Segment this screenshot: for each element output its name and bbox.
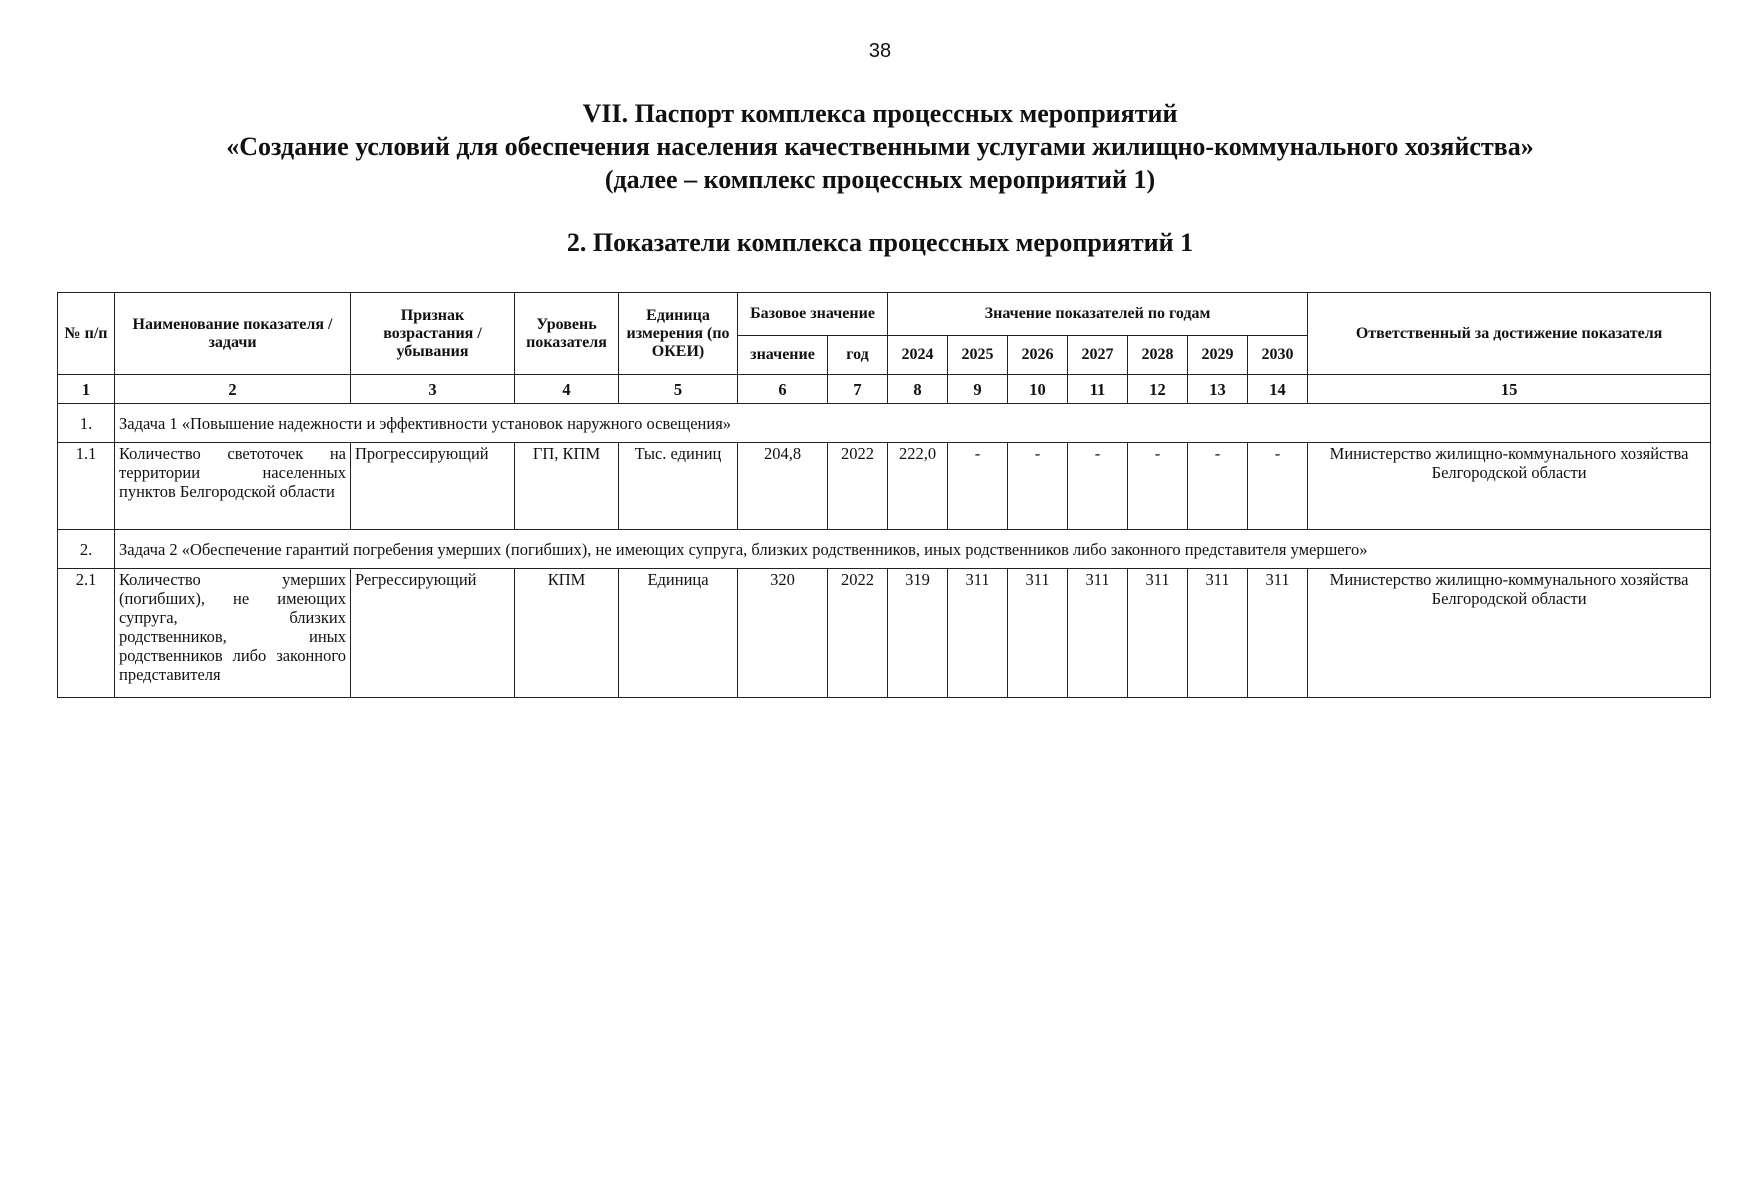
- table-row: [58, 443, 1711, 530]
- task-row: [58, 404, 1711, 443]
- column-number: 14: [1248, 375, 1308, 404]
- header-unit: Единица измерения (по ОКЕИ): [619, 293, 738, 375]
- section-subtitle: 2. Показатели комплекса процессных мероприятий 1: [566, 228, 1194, 257]
- page-number: 38: [868, 40, 892, 62]
- title-line-2: «Создание условий для обеспечения населения качественными услугами жилищно-коммунального хозяйства»: [226, 132, 1534, 161]
- column-number: 10: [1008, 375, 1068, 404]
- column-number: 15: [1308, 375, 1711, 404]
- title-line-3: (далее – комплекс процессных мероприятий 1): [604, 165, 1156, 194]
- row-base-year: 2022: [828, 443, 888, 530]
- column-number: 13: [1188, 375, 1248, 404]
- header-year: 2025: [948, 336, 1008, 375]
- header-base-value: значение: [738, 336, 828, 375]
- task-title: Задача 2 «Обеспечение гарантий погребения умерших (погибших), не имеющих супруга, близких родственников, иных родственников либо законного представителя умершего»: [115, 530, 1711, 569]
- column-number: 7: [828, 375, 888, 404]
- row-unit: Тыс. единиц: [619, 443, 738, 530]
- column-number: 1: [58, 375, 115, 404]
- title-line-1: VII. Паспорт комплекса процессных мероприятий: [582, 99, 1178, 128]
- column-number: 12: [1128, 375, 1188, 404]
- row-year-value: -: [1248, 443, 1308, 530]
- header-base: Базовое значение: [738, 293, 888, 336]
- row-year-value: -: [1188, 443, 1248, 530]
- row-year-value: -: [948, 443, 1008, 530]
- row-level: ГП, КПМ: [515, 443, 619, 530]
- row-responsible: Министерство жилищно-коммунального хозяйства Белгородской области: [1308, 569, 1711, 698]
- column-number: 4: [515, 375, 619, 404]
- column-number: 11: [1068, 375, 1128, 404]
- header-sign: Признак возрастания / убывания: [351, 293, 515, 375]
- header-num: № п/п: [58, 293, 115, 375]
- row-year-value: 319: [888, 569, 948, 698]
- column-number: 2: [115, 375, 351, 404]
- header-year: 2027: [1068, 336, 1128, 375]
- row-responsible: Министерство жилищно-коммунального хозяйства Белгородской области: [1308, 443, 1711, 530]
- task-num: 1.: [58, 404, 115, 443]
- row-year-value: 311: [1008, 569, 1068, 698]
- row-year-value: 311: [948, 569, 1008, 698]
- row-year-value: 222,0: [888, 443, 948, 530]
- header-year: 2030: [1248, 336, 1308, 375]
- indicators-table: [57, 292, 1711, 698]
- task-num: 2.: [58, 530, 115, 569]
- document-title: [0, 97, 1760, 196]
- header-year: 2028: [1128, 336, 1188, 375]
- row-num: 1.1: [58, 443, 115, 530]
- header-year: 2029: [1188, 336, 1248, 375]
- row-year-value: 311: [1068, 569, 1128, 698]
- header-year: 2026: [1008, 336, 1068, 375]
- row-name: Количество умерших (погибших), не имеющих супруга, близких родственников, иных родственников либо законного представителя: [115, 569, 351, 698]
- column-number: 8: [888, 375, 948, 404]
- row-base-value: 320: [738, 569, 828, 698]
- table-row: [58, 569, 1711, 698]
- header-base-year: год: [828, 336, 888, 375]
- row-name: Количество светоточек на территории населенных пунктов Белгородской области: [115, 443, 351, 530]
- row-base-year: 2022: [828, 569, 888, 698]
- row-level: КПМ: [515, 569, 619, 698]
- header-year: 2024: [888, 336, 948, 375]
- row-year-value: -: [1008, 443, 1068, 530]
- row-year-value: 311: [1248, 569, 1308, 698]
- column-number: 6: [738, 375, 828, 404]
- header-years-group: Значение показателей по годам: [888, 293, 1308, 336]
- row-sign: Прогрессирующий: [351, 443, 515, 530]
- row-base-value: 204,8: [738, 443, 828, 530]
- column-number: 9: [948, 375, 1008, 404]
- task-row: [58, 530, 1711, 569]
- row-year-value: 311: [1188, 569, 1248, 698]
- row-year-value: 311: [1128, 569, 1188, 698]
- header-level: Уровень показателя: [515, 293, 619, 375]
- row-num: 2.1: [58, 569, 115, 698]
- column-numbers-row: [58, 375, 1711, 404]
- task-title: Задача 1 «Повышение надежности и эффективности установок наружного освещения»: [115, 404, 1711, 443]
- header-name: Наименование показателя / задачи: [115, 293, 351, 375]
- column-number: 3: [351, 375, 515, 404]
- row-unit: Единица: [619, 569, 738, 698]
- row-year-value: -: [1068, 443, 1128, 530]
- row-year-value: -: [1128, 443, 1188, 530]
- row-sign: Регрессирующий: [351, 569, 515, 698]
- header-responsible: Ответственный за достижение показателя: [1308, 293, 1711, 375]
- column-number: 5: [619, 375, 738, 404]
